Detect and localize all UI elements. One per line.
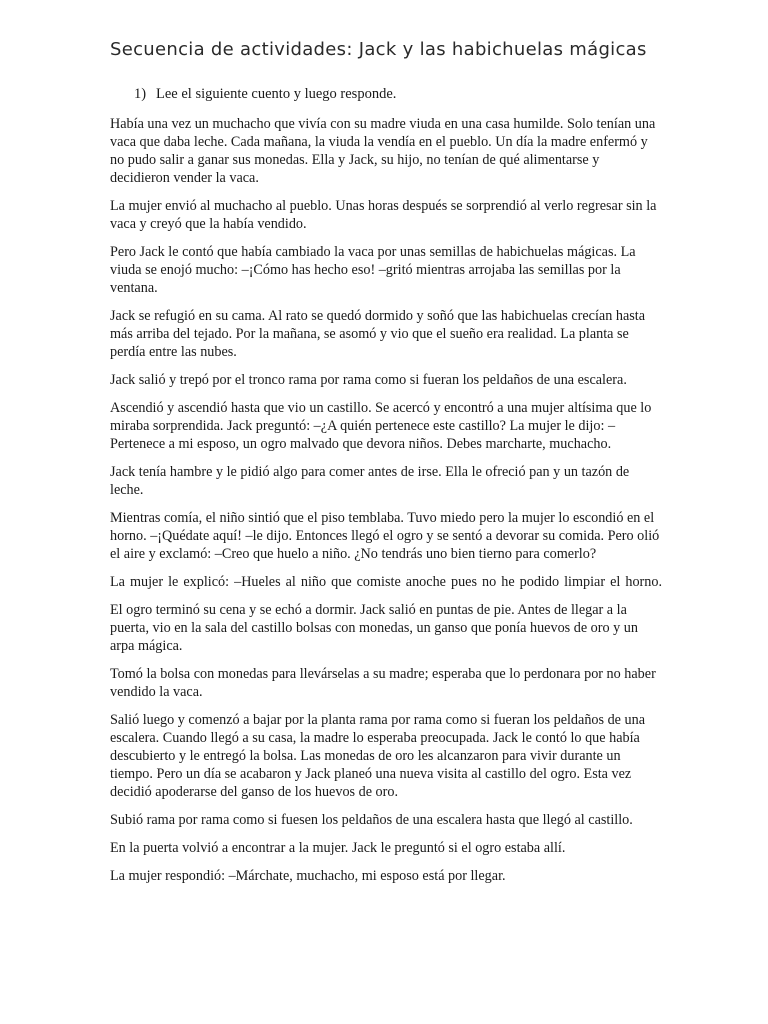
story-text — [110, 115, 662, 895]
story-paragraph: Tomó la bolsa con monedas para llevárselas a su madre; esperaba que lo perdonara por no haber vendido la vaca. — [110, 666, 656, 700]
instruction-item — [134, 85, 396, 103]
story-paragraph: Mientras comía, el niño sintió que el piso temblaba. Tuvo miedo pero la mujer lo escondió en el horno. –¡Quédate aquí! –le dijo. Entonces llegó el ogro y se sentó a devorar su comida. Pero olió el aire y exclamó: –Creo que huelo a niño. ¿No tendrás uno bien tierno para comerlo? — [110, 510, 660, 562]
document-title: Secuencia de actividades: Jack y las habichuelas mágicas — [110, 39, 647, 60]
story-paragraph: El ogro terminó su cena y se echó a dormir. Jack salió en puntas de pie. Antes de llegar a la puerta, vio en la sala del castillo bolsas con monedas, un ganso que ponía huevos de oro y un arpa mágica. — [110, 602, 638, 654]
instruction-text: Lee el siguiente cuento y luego responde. — [156, 86, 397, 102]
story-paragraph: Jack tenía hambre y le pidió algo para comer antes de irse. Ella le ofreció pan y un tazón de leche. — [110, 464, 630, 498]
story-paragraph: Pero Jack le contó que había cambiado la vaca por unas semillas de habichuelas mágicas. La viuda se enojó mucho: –¡Cómo has hecho eso! –gritó mientras arrojaba las semillas por la ventana. — [110, 244, 636, 296]
instruction-number: 1) — [134, 86, 147, 102]
story-paragraph: La mujer envió al muchacho al pueblo. Unas horas después se sorprendió al verlo regresar sin la vaca y creyó que la había vendido. — [110, 198, 657, 232]
story-paragraph: Jack salió y trepó por el tronco rama por rama como si fueran los peldaños de una escalera. — [110, 372, 627, 388]
story-paragraph: Ascendió y ascendió hasta que vio un castillo. Se acercó y encontró a una mujer altísima que lo miraba sorprendida. Jack preguntó: –¿A quién pertenece este castillo? La mujer le dijo: –Pertenece a mi esposo, un ogro malvado que devora niños. Debes marcharte, muchacho. — [110, 400, 652, 452]
story-paragraph: En la puerta volvió a encontrar a la mujer. Jack le preguntó si el ogro estaba allí. — [110, 840, 566, 856]
story-paragraph: Jack se refugió en su cama. Al rato se quedó dormido y soñó que las habichuelas crecían hasta más arriba del tejado. Por la mañana, se asomó y vio que el sueño era realidad. La planta se perdía entre las nubes. — [110, 308, 646, 360]
story-paragraph: Salió luego y comenzó a bajar por la planta rama por rama como si fueran los peldaños de una escalera. Cuando llegó a su casa, la madre lo esperaba preocupada. Jack le contó lo que había descubierto y le entregó la bolsa. Las monedas de oro les alcanzaron para vivir durante un tiempo. Pero un día se acabaron y Jack planeó una nueva visita al castillo del ogro. Esta vez decidió apoderarse del ganso de los huevos de oro. — [110, 712, 645, 800]
story-paragraph: La mujer le explicó: –Hueles al niño que comiste anoche pues no he podido limpiar el horno. — [110, 574, 662, 590]
story-paragraph: Había una vez un muchacho que vivía con su madre viuda en una casa humilde. Solo tenían una vaca que daba leche. Cada mañana, la viuda la vendía en el pueblo. Un día la madre enfermó y no pudo salir a ganar sus monedas. Ella y Jack, su hijo, no tenían de qué alimentarse y decidieron vender la vaca. — [110, 116, 656, 186]
story-paragraph: La mujer respondió: –Márchate, muchacho, mi esposo está por llegar. — [110, 868, 506, 884]
story-paragraph: Subió rama por rama como si fuesen los peldaños de una escalera hasta que llegó al castillo. — [110, 812, 633, 828]
